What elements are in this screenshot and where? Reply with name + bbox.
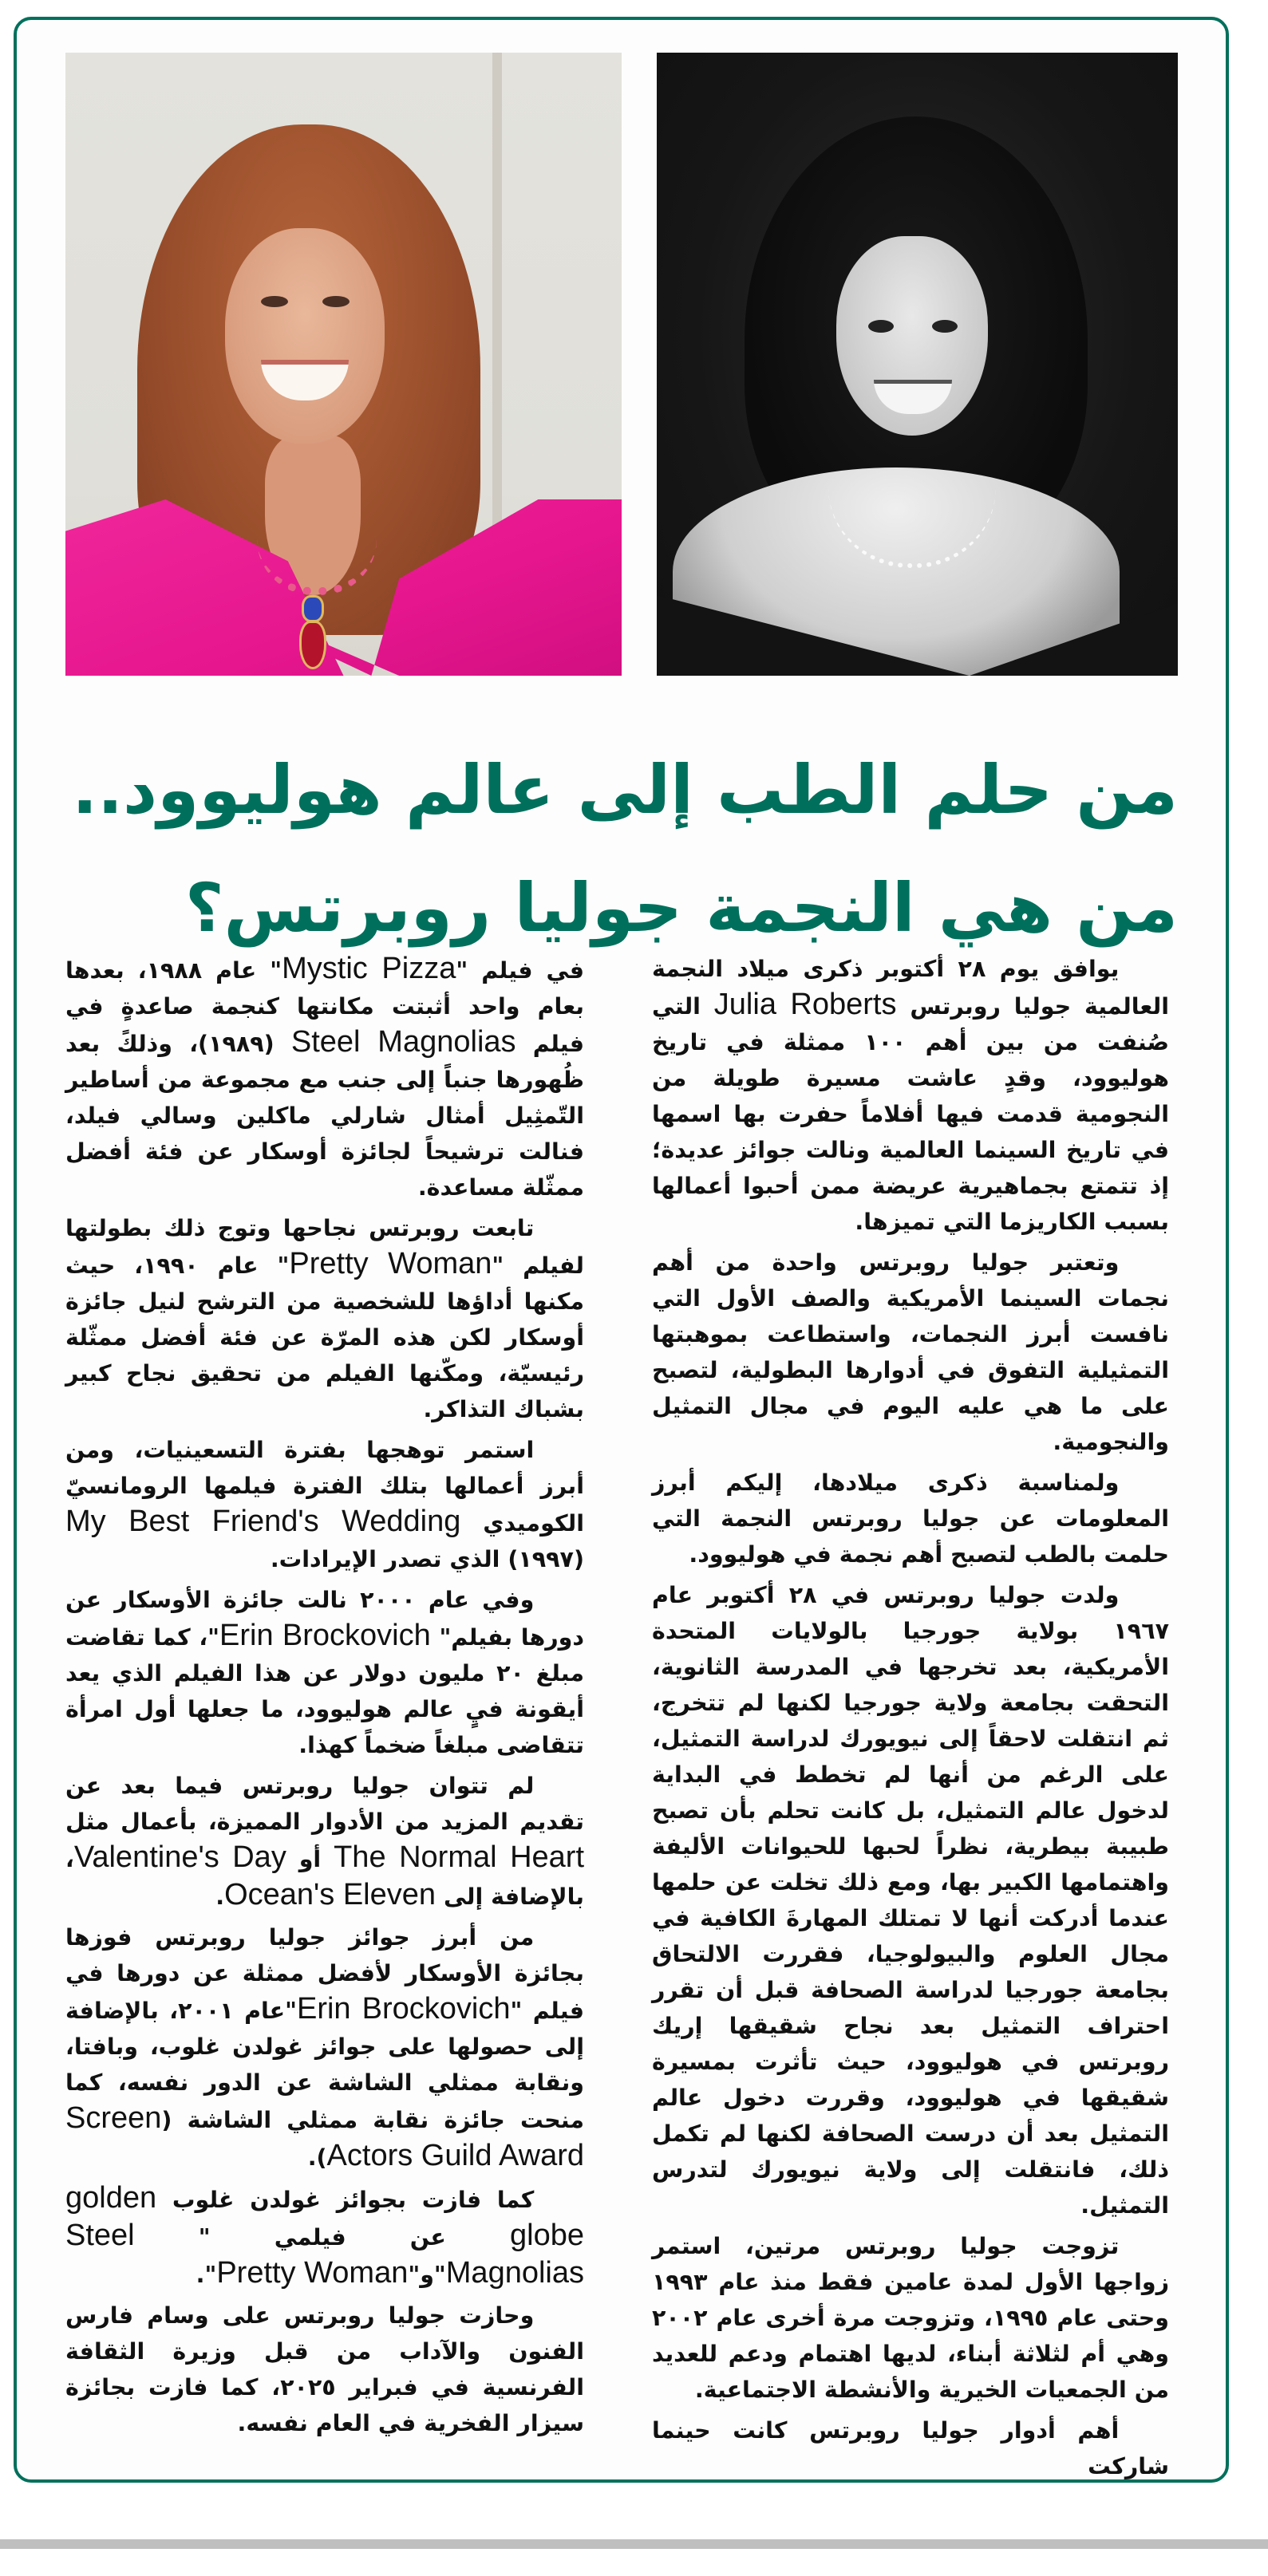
paragraph-text: استمر توهجها بفترة التسعينيات، ومن أبرز أعمالها بتلك الفترة فيلمها الرومانسيّ الكوميدي — [65, 1437, 584, 1537]
film-title: Steel Magnolias — [65, 2219, 584, 2290]
english-name: Julia Roberts — [713, 988, 897, 1021]
paragraph: وتعتبر جوليا روبرتس واحدة من أهم نجمات السينما الأمريكية والصف الأول التي نافست أبرز النجمات، واستطاعت بموهبتها التمثيلية التفوق في أدوارها البطولية، لتصبح على ما هي عليه اليوم في مجال التمثيل والنجومية. — [652, 1249, 1169, 1455]
photo-face — [225, 228, 385, 444]
paragraph-text: " عام ١٩٩٠، حيث مكنها أداؤها للشخصية من الترشح لنيل جائزة أوسكار لكن هذه المرّة عن فئة أفضل ممثّلة رئيسيّة، ومكّنها الفيلم من تحقيق نجاح كبير بشباك التذاكر. — [65, 1252, 584, 1422]
paragraph — [65, 1432, 584, 1577]
photo-julia-roberts-recent — [65, 53, 622, 676]
paragraph: ولدت جوليا روبرتس في ٢٨ أكتوبر عام ١٩٦٧ بولاية جورجيا بالولايات المتحدة الأمريكية، بعد تخرجها في المدرسة الثانوية، التحقت بجامعة ولاية جورجيا لكنها لم تتخرج، ثم انتقلت لاحقاً إلى نيويورك لدراسة التمثيل، على الرغم من أنها لم تخطط في البداية لدخول عالم التمثيل، بل كانت تحلم بأن تصبح طبيبة بيطرية، نظراً لحبها للحيوانات الأليفة واهتمامها الكبير بها، ومع ذلك تخلت عن حلمها عندما أدركت أنها لا تمتلك المهارةَ الكافية في مجال العلوم والبيولوجيا، فقررت الالتحاق بجامعة جورجيا لدراسة الصحافة قبل أن تقرر احتراف التمثيل بعد نجاح شقيقها إريك روبرتس في هوليوود، حيث تأثرت بمسيرة شقيقها في هوليوود، وقررت دخول عالم التمثيل بعد أن درست الصحافة لكنها لم تكمل ذلك، فانتقلت إلى ولاية نيويورك لتدرس التمثيل. — [652, 1582, 1169, 2219]
paragraph-text: من أبرز جوائز جوليا روبرتس فوزها بجائزة الأوسكار لأفضل ممثلة عن دورها في فيلم " — [65, 1924, 584, 2024]
footer-divider-bar — [0, 2539, 1268, 2549]
paragraph-text: كما فازت بجوائز غولدن غلوب — [156, 2187, 535, 2213]
paragraph: وحازت جوليا روبرتس على وسام فارس الفنون والآداب من قبل وزيرة الثقافة الفرنسية في فبراير ٢٠٢٥، كما فازت بجائزة سيزار الفخرية في العام نفسه. — [65, 2302, 584, 2436]
paragraph — [65, 1919, 584, 2176]
paragraph — [65, 951, 584, 1205]
paragraph: تزوجت جوليا روبرتس مرتين، استمر زواجها الأول لمدة عامين فقط منذ عام ١٩٩٣ وحتى عام ١٩٩٥، وتزوجت مرة أخرى عام ٢٠٠٢ وهي أم لثلاثة أبناء، لديها اهتمام ودعم للعديد من الجمعيات الخيرية والأنشطة الاجتماعية. — [652, 2233, 1169, 2403]
paragraph-text: "عام ٢٠٠١، بالإضافة إلى حصولها على جوائز غولدن غلوب، وبافتا، ونقابة ممثلي الشاشة عن الدور نفسه، كما منحت جائزة نقابة ممثلي الشاشة ( — [65, 1998, 584, 2133]
film-title: Valentine's Day — [73, 1840, 286, 1874]
paragraph — [65, 1210, 584, 1427]
headline-line-1: من حلم الطب إلى عالم هوليوود.. — [72, 751, 1178, 830]
photo-eye — [868, 320, 894, 333]
paragraph-text: التي صُنفت من بين أهم ١٠٠ ممثلة في تاريخ هوليوود، وقدٍ عاشت مسيرة طويلة من النجومية قدمت فيها أفلاماً حفرت بها اسمها في تاريخ السينما العالمية ونالت جوائز عديدة؛ إذ تتمتع بجماهيرية عريضة ممن أحبوا أعمالها بسبب الكاريزما التي تميزها. — [652, 993, 1169, 1235]
film-title: Ocean's Eleven — [224, 1878, 436, 1911]
paragraph-text: ، بالإضافة إلى — [65, 1846, 584, 1910]
paragraph-text: (١٩٨٩)، وذلكً بعد ظُهورها جنباً إلى جنب مع مجموعة من أساطير التّمثِيل أمثال شارلي ماكلين وسالي فيلد، فنالت ترشيحاً لجائزة أوسكار عن فئة أفضل ممثّلة مساعدة. — [65, 1031, 584, 1201]
film-title: The Normal Heart — [334, 1840, 584, 1874]
photo-eye — [261, 296, 288, 307]
photo-julia-roberts-yearbook — [657, 53, 1178, 676]
paragraph: أهم أدوار جوليا روبرتس كانت حينما شاركت — [652, 2417, 1169, 2479]
paragraph — [65, 1768, 584, 1915]
photo-sapphire-pendant — [302, 595, 324, 622]
photo-eye — [932, 320, 958, 333]
headline-line-2: من هي النجمة جوليا روبرتس؟ — [184, 869, 1178, 948]
award-name: golden globe — [65, 2181, 584, 2252]
film-title: Pretty Woman — [289, 1247, 492, 1280]
photo-wall-stripe — [492, 53, 502, 547]
paragraph-text: ). — [307, 2144, 327, 2171]
paragraph — [65, 1582, 584, 1763]
film-title: Steel Magnolias — [290, 1025, 516, 1059]
paragraph-text: . — [215, 1884, 225, 1910]
film-title: Erin Brockovich — [296, 1992, 511, 2026]
film-title: My Best Friend's Wedding — [65, 1505, 461, 1538]
paragraph-text: "و" — [408, 2262, 446, 2288]
paragraph-text: " عام ١٩٨٨، بعدها بعام واحد أثبتت مكانتها كنجمة صاعدةٍ في فيلم — [65, 957, 584, 1057]
photo-eye — [322, 296, 350, 307]
film-title: Mystic Pizza — [282, 952, 456, 985]
paragraph-text: وفي عام ٢٠٠٠ نالت جائزة الأوسكار عن دورها بفيلم" — [65, 1587, 584, 1651]
paragraph-text: أو — [286, 1846, 334, 1872]
article-column-left — [65, 951, 584, 2446]
paragraph-text: عن فيلمي " — [134, 2224, 511, 2251]
paragraph-text: "، كما تقاضت مبلغ ٢٠ مليون دولار عن هذا الفيلم الذي يعد أيقونة فيٍ عالم هوليوود، ما جعلها أول امرأة تتقاضى مبلغاً ضخماً كهذا. — [65, 1624, 584, 1758]
paragraph-text: (١٩٩٧) الذي تصدر الإيرادات. — [270, 1546, 584, 1572]
paragraph-text: تابعت روبرتس نجاحها وتوج ذلك بطولتها لفيلم " — [65, 1215, 585, 1279]
paragraph: ولمناسبة ذكرى ميلادها، إليكم أبرز المعلومات عن جوليا روبرتس النجمة التي حلمت بالطب لتصبح أهم نجمة في هوليوود. — [652, 1469, 1169, 1568]
film-title: Pretty Woman — [216, 2256, 409, 2290]
paragraph — [652, 951, 1169, 1240]
award-name: Screen Actors Guild Award — [65, 2101, 584, 2172]
article-column-right — [652, 951, 1169, 2489]
film-title: Erin Brockovich — [219, 1619, 431, 1652]
paragraph-text: ". — [196, 2262, 217, 2288]
photo-ruby-pendant — [299, 621, 326, 669]
paragraph — [65, 2180, 584, 2293]
paragraph-text: يوافق يوم ٢٨ أكتوبر ذكرى ميلاد النجمة العالمية جوليا روبرتس — [652, 956, 1169, 1020]
paragraph-text: لم تتوان جوليا روبرتس فيما بعد عن تقديم المزيد من الأدوار المميزة، بأعمال مثل — [65, 1773, 584, 1835]
paragraph-text: في فيلم " — [456, 957, 584, 984]
